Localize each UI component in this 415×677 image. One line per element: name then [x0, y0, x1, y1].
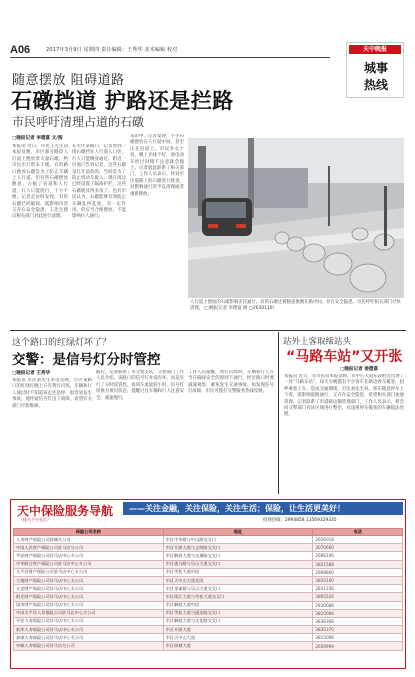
second-col-1: 本报讯 市民刘先生来电反映，市区某路口的红绿灯晚上只有黄灯闪烁，车辆和行人通过时不知道该走还是停，很容易发生事故，他怀疑信号灯出了故障，希望有关部门尽快维修。 — [12, 378, 92, 409]
table-row — [14, 617, 403, 625]
table-row — [14, 642, 403, 650]
col-header-address: 地址 — [163, 529, 313, 536]
ad-brand-sub: （排名不分先后） — [19, 517, 51, 522]
cell-name: 中国太平洋人寿保险公司驻马店中心支公司 — [14, 609, 164, 617]
cell-phone: 3821588 — [313, 560, 403, 568]
table-row — [14, 585, 403, 593]
insurer-table — [13, 528, 403, 651]
third-byline: □晚报记者 姜德富 — [340, 367, 379, 372]
cell-phone: 3070660 — [313, 544, 403, 552]
col-header-name: 保险公司名称 — [14, 529, 164, 536]
cell-address: 市区骏马路与乐山大道交叉口 — [163, 560, 313, 568]
table-row — [14, 609, 403, 617]
table-row — [14, 536, 403, 544]
cell-address: 市区雪松大道与通达路交叉口 — [163, 609, 313, 617]
cell-name: 阳光财产保险公司驻马店中心支公司 — [14, 593, 164, 601]
cell-address: 市区解放大道与文化路交叉口 — [163, 617, 313, 625]
cell-address: 市区天中山大道北段 — [163, 576, 313, 584]
cell-phone: 2656018 — [313, 536, 403, 544]
table-row — [14, 601, 403, 609]
lead-col-3: 采访中，记者发现，不少石礅摆放在人行道中间，甚至压在盲道上。市民李女士说，晚上光线不好，骑电动车经过时稍不注意就会撞上。记者就此联系了相关部门，工作人员表示，将对市区道路上的石礅进行排查，对影响通行的予以清理或者重新摆放。 — [130, 134, 184, 197]
issue-meta: 2017年3月9日 星期四 责任编辑：王秀华 美术编辑 校对 — [46, 47, 178, 53]
lead-col-1: 本报讯 近日，市民王先生向本报反映，市区部分路段人行道上摆放着大量石礅，给市民出行带来不便。有的路口摆放石礅是为了防止车辆上人行道，但有些石礅摆放随意，占据了盲道和人行道，行人只能绕行，十分不便。记者走访时发现，有的石礅已经破损，既影响市容又存在安全隐患，王先生建议相关部门对此进行清理。 — [12, 144, 68, 220]
cell-phone: 2831236 — [313, 585, 403, 593]
cell-phone: 2908860 — [313, 568, 403, 576]
column-divider — [278, 332, 279, 494]
section-divider — [10, 330, 406, 331]
cell-name: 中国人民财产保险公司驻马店分公司 — [14, 544, 164, 552]
table-row — [14, 560, 403, 568]
second-col-3: 工作人员提醒，黄灯闪烁时，车辆和行人应当在确保安全的原则下通行，经过路口时要减速观察，避免发生交通事故。如发现信号灯故障，市民可拨打交警服务热线反映。 — [188, 370, 274, 395]
table-header-row — [14, 529, 403, 536]
table-row — [14, 552, 403, 560]
table-row — [14, 593, 403, 601]
third-col: 本报讯 近日，有市民向本报反映，市中心大道东段附近出现了一处“马路车站”，每天早晚都有不少客车在路边停车揽客，招呼乘客上车，造成交通拥堵。市民刘先生说，客车随意停车上下客，既影响道路通行，又存在安全隐患，希望相关部门加强管理。记者联系了市道路运输管理部门，工作人员表示，将会同交警部门对该区域进行整治，对违规停车揽客的车辆依法处理。 — [284, 374, 404, 418]
cell-name: 太平洋财产保险公司驻马店中心支公司 — [14, 568, 164, 576]
cell-phone: 3820100 — [313, 576, 403, 584]
cell-address: 市区解放大道中段 — [163, 601, 313, 609]
logo-line-1: 城事 — [363, 61, 388, 75]
cell-address: 市区练江大道与雪松大道交叉口 — [163, 593, 313, 601]
cell-address: 市区中华路与中山路交叉口 — [163, 536, 313, 544]
cell-name: 平安人寿保险公司驻马店中心支公司 — [14, 617, 164, 625]
cell-phone: 2666106 — [313, 552, 403, 560]
second-col-2: 随后，记者联系了市交警支队，交警部门工作人员介绍，该路口的信号灯并没有坏，而是实行了分时段管控。夜间车流量较小时，信号灯切换为黄闪状态，提醒过往车辆和行人注意安全，减速慢行。 — [96, 370, 184, 401]
insurer-rows — [14, 536, 403, 651]
ad-brand: 天中保险服务导航 — [17, 504, 114, 518]
cell-address: 市区开源大道与文明路交叉口 — [163, 544, 313, 552]
cell-name: 中邮人寿保险公司驻马店分公司 — [14, 642, 164, 650]
cell-phone: 3810006 — [313, 609, 403, 617]
cell-name: 泰康人寿保险公司驻马店中心支公司 — [14, 634, 164, 642]
col-header-phone: 电话 — [313, 529, 403, 536]
logo-brand: 天中晚报 — [349, 45, 401, 54]
cell-phone: 3805526 — [313, 593, 403, 601]
cell-address: 市区天中山大道 — [163, 634, 313, 642]
cell-phone: 3836368 — [313, 617, 403, 625]
photo-caption: 人行道上摆放的石礅影响市民通行，有的石礅还被随意推倒在路中间，存在安全隐患。市民呼吁相关部门尽快清理。（□晚报记者 李德富 摄 □2630110） — [190, 300, 401, 312]
page-header — [10, 44, 330, 58]
lead-headline: 石礅挡道 护路还是拦路 — [11, 89, 234, 113]
cell-name: 天安财产保险公司驻马店中心支公司 — [14, 585, 164, 593]
cell-name: 中华联合财产保险公司驻马店中心支公司 — [14, 560, 164, 568]
table-row — [14, 634, 403, 642]
cell-name: 平安财产保险公司驻马店中心支公司 — [14, 552, 164, 560]
lead-photo — [188, 138, 404, 298]
cell-address: 市区金雀路与乐山大道交叉口 — [163, 585, 313, 593]
cell-address: 市区驿城大道 — [163, 642, 313, 650]
table-row — [14, 626, 403, 634]
cell-address: 市区雪松大道中段 — [163, 568, 313, 576]
insurance-ad — [10, 499, 406, 669]
page-number: A06 — [10, 44, 31, 56]
table-row — [14, 544, 403, 552]
lead-byline: □晚报记者 李德富 文/图 — [12, 136, 63, 141]
cell-address: 市区解放大道与交通路交叉口 — [163, 552, 313, 560]
ad-phone: 招商热线：2994858 13569329335 — [263, 518, 337, 523]
cell-address: 市区开源大道 — [163, 626, 313, 634]
third-kicker: 站外上客取缔站头 — [283, 337, 352, 347]
table-row — [14, 576, 403, 584]
logo-line-2: 热线 — [363, 78, 388, 92]
cell-phone: 3815098 — [313, 634, 403, 642]
section-logo — [346, 42, 404, 98]
cell-name: 大地财产保险公司驻马店中心支公司 — [14, 576, 164, 584]
ad-slogan: ——关注金融，关注保险，关注生活；保险，让生活更美好！ — [123, 502, 403, 515]
cell-phone: 3835370 — [313, 626, 403, 634]
third-headline: “马路车站”又开张 — [286, 349, 403, 365]
second-headline: 交警：是信号灯分时管控 — [12, 352, 161, 368]
table-row — [14, 568, 403, 576]
second-kicker: 这个路口的红绿灯坏了？ — [12, 338, 112, 348]
cell-phone: 2659999 — [313, 642, 403, 650]
cell-phone: 2830088 — [313, 601, 403, 609]
cell-name: 新华人寿保险公司驻马店中心支公司 — [14, 626, 164, 634]
cell-name: 人寿财产保险公司驿城支公司 — [14, 536, 164, 544]
lead-col-2: 在市区某路口，记者看到一排石礅挡在人行道入口处，行人只能侧身通过。附近一位商户告诉记者，这些石礅是几年前放的，当时是为了防止机动车驶入，现在周边已经设置了隔离护栏，这些石礅就显得多余了。也有市民认为，石礅能够有效防止车辆乱停乱放，有一定作用，但应当合理摆放，不能影响行人通行。 — [72, 144, 126, 220]
lead-subhead: 市民呼吁清理占道的石礅 — [12, 115, 145, 129]
cell-name: 国寿财产保险公司驻马店中心支公司 — [14, 601, 164, 609]
second-byline: □晚报记者 王秀华 — [12, 371, 51, 376]
street-scene-image — [188, 138, 404, 298]
lead-kicker: 随意摆放 阻碍道路 — [12, 73, 125, 88]
ad-header — [11, 500, 405, 526]
